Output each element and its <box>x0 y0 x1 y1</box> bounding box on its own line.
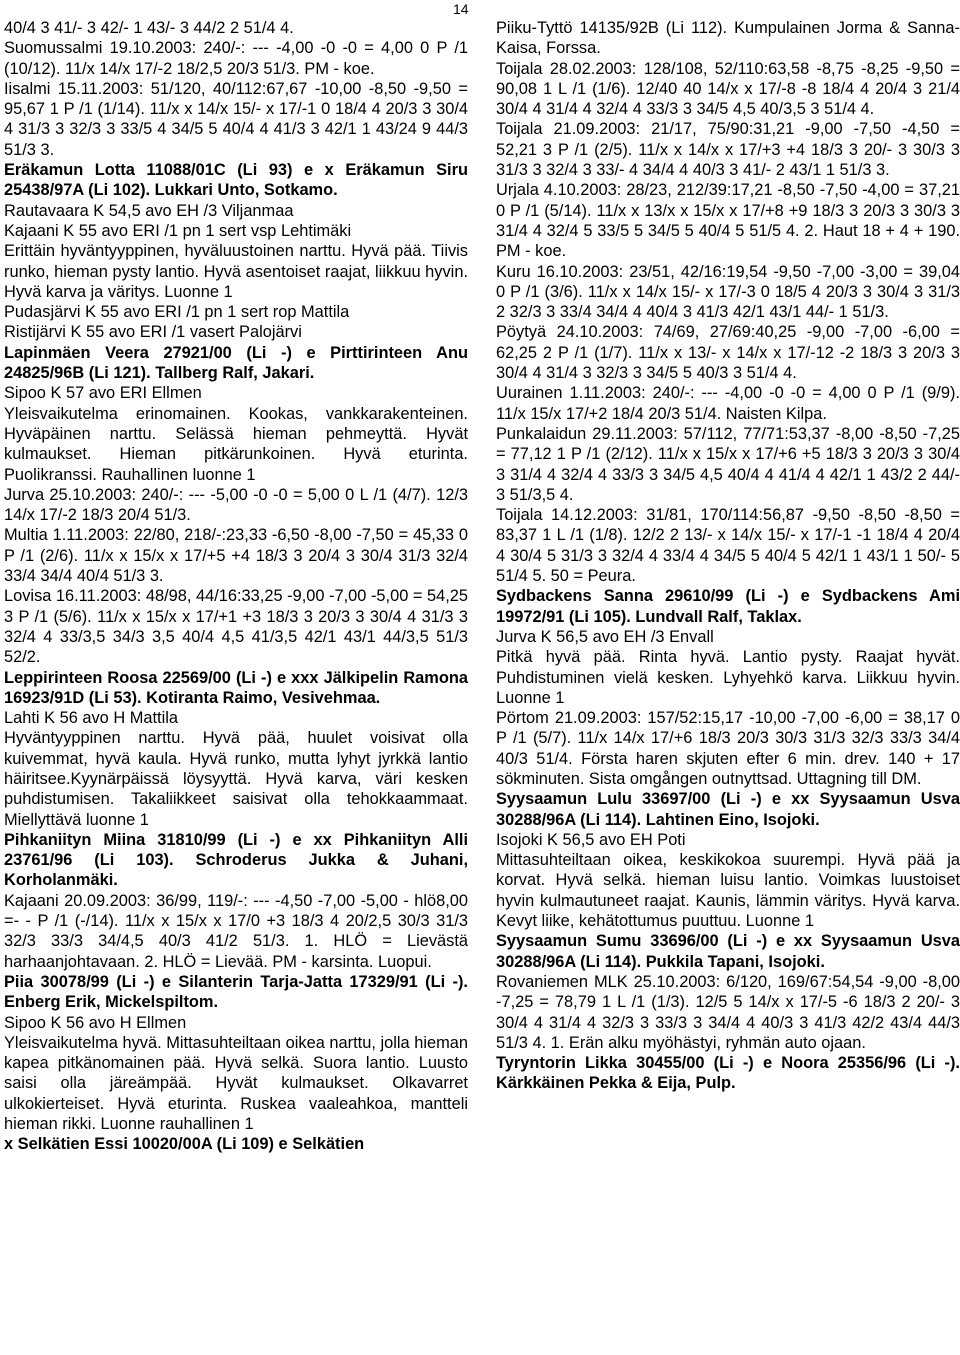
dog-entry-heading: Piia 30078/99 (Li -) e Silanterin Tarja-Jatta 17329/91 (Li -). Enberg Erik, Mickelspiltom. <box>4 972 468 1012</box>
paragraph: Jurva K 56,5 avo EH /3 Envall <box>496 627 714 646</box>
left-column <box>4 18 468 1155</box>
paragraph: Urjala 4.10.2003: 28/23, 212/39:17,21 -8,50 -7,50 -4,00 = 37,21 0 P /1 (5/14). 11/x x 13/x x 15/x x 17/+8 +9 18/3 3 20/3 3 30/3 3 31/4 4 32/4 5 33/5 5 34/5 5 40/4 5 51/5 4. 2. Haut 18 + 4 + 190. PM - koe. <box>496 181 960 261</box>
paragraph: Rautavaara K 54,5 avo EH /3 Viljanmaa <box>4 201 294 220</box>
paragraph: Yleisvaikutelma hyvä. Mittasuhteiltaan oikea narttu, jolla hieman kapea pitkänomainen pää. Hyvä selkä. Suora lantio. Luusto saisi olla järeämpää. Hyvät kulmaukset. Olkavarret ulkokierteiset. Hyvä eturinta. Ruskea vaaleahkoa, mantteli hieman rikki. Luonne rauhallinen 1 <box>4 1033 468 1134</box>
paragraph: Piiku-Tyttö 14135/92B (Li 112). Kumpulainen Jorma & Sanna-Kaisa, Forssa. <box>496 19 960 58</box>
paragraph: Kajaani 20.09.2003: 36/99, 119/-: --- -4,50 -7,00 -5,00 - hlö8,00 =- - P /1 (-/14). 11/x x 15/x x 17/0 +3 18/3 4 20/2,5 30/3 31/3 32/3 33/3 34/4,5 40/3 41/2 51/3. 1. HLÖ = Lievästä harhaanjohtavaan. 2. HLÖ = Lievää. PM - karsinta. Luopui. <box>4 891 468 971</box>
paragraph: Kuru 16.10.2003: 23/51, 42/16:19,54 -9,50 -7,00 -3,00 = 39,04 0 P /1 (3/6). 11/x x 14/x 15/- x 17/-3 0 18/5 4 20/3 3 30/4 3 31/3 2 32/3 3 33/4 34/4 4 40/4 3 41/3 42/1 43/1 44/- 1 51/3. <box>496 262 960 322</box>
paragraph: Lahti K 56 avo H Mattila <box>4 709 179 728</box>
dog-entry-heading: Syysaamun Lulu 33697/00 (Li -) e xx Syysaamun Usva 30288/96A (Li 114). Lahtinen Eino, Isojoki. <box>496 790 960 829</box>
paragraph: Toijala 28.02.2003: 128/108, 52/110:63,58 -8,75 -8,25 -9,50 = 90,08 1 L /1 (1/6). 12/40 40 14/x x 17/-8 -8 18/4 4 20/4 3 21/4 30/4 4 31/4 4 32/4 4 33/3 3 34/5 4,5 40/3,5 3 51/4 4. <box>496 59 960 119</box>
paragraph: Pöytyä 24.10.2003: 74/69, 27/69:40,25 -9,00 -7,00 -6,00 = 62,25 2 P /1 (1/7). 11/x x 13/- x 14/x x 17/-12 -2 18/3 3 20/3 3 30/4 4 31/4 3 32/3 3 34/5 5 40/3 3 51/4 4. <box>496 323 960 383</box>
paragraph: Toijala 21.09.2003: 21/17, 75/90:31,21 -9,00 -7,50 -4,50 = 52,21 3 P /1 (2/5). 11/x x 14/x x 17/+3 +4 18/3 3 20/- 3 30/3 3 31/3 3 32/4 3 33/- 4 34/4 4 40/3 3 41/- 2 43/1 1 51/3 3. <box>496 120 960 180</box>
paragraph: Pörtom 21.09.2003: 157/52:15,17 -10,00 -7,00 -6,00 = 38,17 0 P /1 (5/7). 11/x 14/x 17/+6 18/3 20/3 30/3 31/3 32/3 33/3 34/4 40/3 51/4. Första haren skjuten efter 6 min. drev. 140 + 17 sökminuten. Sista omgången outnyttsad. Uttagning till DM. <box>496 709 960 788</box>
dog-entry-heading: Eräkamun Lotta 11088/01C (Li 93) e x Eräkamun Siru 25438/97A (Li 102). Lukkari Unto, Sotkamo. <box>4 161 468 200</box>
dog-entry-heading: Tyryntorin Likka 30455/00 (Li -) e Noora 25356/96 (Li -). Kärkkäinen Pekka & Eija, Pulp. <box>496 1054 960 1093</box>
paragraph: Suomussalmi 19.10.2003: 240/-: --- -4,00 -0 -0 = 4,00 0 P /1 (10/12). 11/x 14/x 17/-2 18/2,5 20/3 51/3. PM - koe. <box>4 39 468 78</box>
dog-entry-heading: x Selkätien Essi 10020/00A (Li 109) e Selkätien <box>4 1135 365 1154</box>
paragraph: Multia 1.11.2003: 22/80, 218/-:23,33 -6,50 -8,00 -7,50 = 45,33 0 P /1 (2/6). 11/x x 15/x x 17/+5 +4 18/3 3 20/4 3 30/4 31/3 32/4 33/4 34/4 40/4 51/3 3. <box>4 526 468 586</box>
dog-entry-heading: Lapinmäen Veera 27921/00 (Li -) e Pirttirinteen Anu 24825/96B (Li 121). Tallberg Ralf, Jakari. <box>4 343 468 383</box>
paragraph: Uurainen 1.11.2003: 240/-: --- -4,00 -0 -0 = 4,00 0 P /1 (9/9). 11/x 15/x 17/+2 18/4 20/3 51/4. Naisten Kilpa. <box>496 384 960 423</box>
paragraph: Erittäin hyväntyyppinen, hyväluustoinen narttu. Hyvä pää. Tiivis runko, hieman pysty lantio. Hyvä asentoiset raajat, liikkuu hyvin. Hyvä karva ja väritys. Luonne 1 <box>4 242 468 301</box>
paragraph: Sipoo K 57 avo ERI Ellmen <box>4 384 202 403</box>
paragraph: Sipoo K 56 avo H Ellmen <box>4 1013 187 1032</box>
page-number: 14 <box>453 1 469 17</box>
paragraph: Rovaniemen MLK 25.10.2003: 6/120, 169/67:54,54 -9,00 -8,00 -7,25 = 78,79 1 L /1 (1/3). 12/5 5 14/x x 17/-5 -6 18/3 2 20/- 3 30/4 4 31/4 4 32/3 3 33/3 3 34/4 4 40/3 3 41/3 42/2 43/4 44/3 51/3 4. 1. Erän alku myöhästyi, ryhmän auto ojaan. <box>496 972 960 1052</box>
paragraph: Hyväntyyppinen narttu. Hyvä pää, huulet voisivat olla kuivemmat, hyvä kaula. Hyvä runko, mutta lyhyt jyrkkä lantio häiritsee.Kyynärpäissä löysyyttä. Hyvä karva, väri kesken puhdistumisen. Takaliikkeet saisivat olla tehokkaammaat. Miellyttävä luonne 1 <box>4 729 468 829</box>
paragraph: Kajaani K 55 avo ERI /1 pn 1 sert vsp Lehtimäki <box>4 221 352 240</box>
paragraph: Lovisa 16.11.2003: 48/98, 44/16:33,25 -9,00 -7,00 -5,00 = 54,25 3 P /1 (5/6). 11/x x 15/x x 17/+1 +3 18/3 3 20/3 3 30/4 4 31/3 3 32/4 4 33/3,5 34/3 3,5 40/4 4,5 41/3,5 42/1 43/1 44/3,5 51/3 52/2. <box>4 587 469 667</box>
dog-entry-heading: Pihkaniityn Miina 31810/99 (Li -) e xx Pihkaniityn Alli 23761/96 (Li 103). Schroderus Jukka & Juhani, Korholanmäki. <box>4 830 468 890</box>
paragraph: Toijala 14.12.2003: 31/81, 170/114:56,87 -9,50 -8,50 -8,50 = 83,37 1 L /1 (1/8). 12/2 2 13/- x 14/x 15/- x 17/-1 -1 18/4 4 20/4 4 30/4 5 31/3 3 32/4 4 33/4 4 34/5 5 40/4 5 42/1 1 43/1 1 50/- 5 51/4 5. 50 = Peura. <box>496 506 960 586</box>
dog-entry-heading: Syysaamun Sumu 33696/00 (Li -) e xx Syysaamun Usva 30288/96A (Li 114). Pukkila Tapani, Isojoki. <box>496 932 960 971</box>
paragraph: Jurva 25.10.2003: 240/-: --- -5,00 -0 -0 = 5,00 0 L /1 (4/7). 12/3 14/x 17/-2 18/3 20/4 51/3. <box>4 485 468 525</box>
paragraph: Isojoki K 56,5 avo EH Poti <box>496 830 686 849</box>
paragraph: 40/4 3 41/- 3 42/- 1 43/- 3 44/2 2 51/4 4. <box>4 19 294 37</box>
paragraph: Mittasuhteiltaan oikea, keskikokoa suurempi. Hyvä pää ja korvat. Hyvä selkä. hieman luisu lantio. Voimkas luustoiset hyvin kulmautuneet raajat. Kaunis, lämmin väritys. Hyvä karva. Kevyt liike, kehätottumus puuttuu. Luonne 1 <box>496 851 960 931</box>
paragraph: Iisalmi 15.11.2003: 51/120, 40/112:67,67 -10,00 -8,50 -9,50 = 95,67 1 P /1 (1/14). 11/x x 14/x 15/- x 17/-1 0 18/4 4 20/3 3 30/4 4 31/3 3 32/3 3 33/5 4 34/5 5 40/4 4 41/3 3 42/1 1 43/24 9 44/3 51/3 3. <box>4 79 468 159</box>
paragraph: Ristijärvi K 55 avo ERI /1 vasert Palojärvi <box>4 323 302 342</box>
paragraph: Yleisvaikutelma erinomainen. Kookas, vankkarakenteinen. Hyväpäinen narttu. Selässä hieman pehmeyttä. Hyvät kulmaukset. Hieman pitkärunkoinen. Hyvä eturinta. Puolikranssi. Rauhallinen luonne 1 <box>4 404 468 484</box>
paragraph: Pitkä hyvä pää. Rinta hyvä. Lantio pysty. Raajat hyvät. Puhdistuminen vielä kesken. Lyhyehkö karva. Liikkuu hyvin. Luonne 1 <box>496 648 960 707</box>
right-column <box>496 18 960 1094</box>
paragraph: Punkalaidun 29.11.2003: 57/112, 77/71:53,37 -8,00 -8,50 -7,25 = 77,12 1 P /1 (2/12). 11/x x 15/x x 17/+6 +5 18/3 3 20/3 3 30/4 3 31/4 4 32/4 4 33/3 3 34/5 4,5 40/4 4 41/4 4 42/1 1 43/2 2 44/- 3 51/3,5 4. <box>496 424 960 504</box>
dog-entry-heading: Sydbackens Sanna 29610/99 (Li -) e Sydbackens Ami 19972/91 (Li 105). Lundvall Ralf, Taklax. <box>496 587 960 626</box>
dog-entry-heading: Leppirinteen Roosa 22569/00 (Li -) e xxx Jälkipelin Ramona 16923/91D (Li 53). Kotiranta Raimo, Vesivehmaa. <box>4 668 468 707</box>
paragraph: Pudasjärvi K 55 avo ERI /1 pn 1 sert rop Mattila <box>4 303 350 322</box>
